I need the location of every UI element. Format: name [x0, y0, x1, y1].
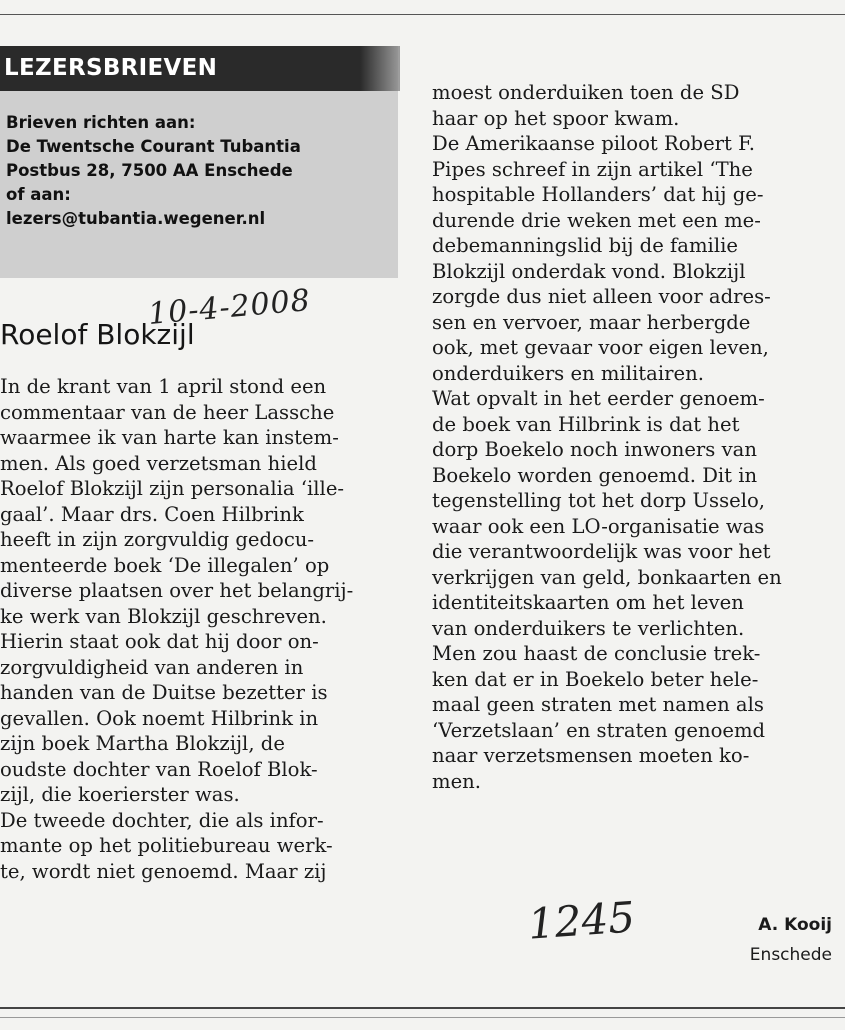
- text-line: Pipes schreef in zijn artikel ‘The: [432, 157, 753, 181]
- text-line: zijn boek Martha Blokzijl, de: [0, 732, 285, 755]
- text-line: men. Als goed verzetsman hield: [0, 451, 317, 475]
- text-line: ook, met gevaar voor eigen leven,: [432, 336, 769, 359]
- text-line: Men zou haast de conclusie trek-: [432, 642, 761, 665]
- text-line: te, wordt niet genoemd. Maar zij: [0, 859, 327, 883]
- text-line: In de krant van 1 april stond een: [0, 375, 327, 398]
- text-line: De tweede dochter, die als infor-: [0, 808, 324, 832]
- info-line: Postbus 28, 7500 AA Enschede: [6, 161, 293, 180]
- text-line: van onderduikers te verlichten.: [432, 616, 745, 640]
- text-line: ke werk van Blokzijl geschreven.: [0, 604, 327, 628]
- text-line: zorgde dus niet alleen voor adres-: [432, 285, 771, 308]
- bottom-rule: [0, 1007, 845, 1009]
- text-line: haar op het spoor kwam.: [432, 106, 680, 130]
- text-line: identiteitskaarten om het leven: [432, 591, 744, 614]
- text-line: Wat opvalt in het eerder genoem-: [432, 387, 765, 410]
- text-line: die verantwoordelijk was voor het: [432, 540, 771, 563]
- left-column: [0, 374, 353, 884]
- text-line: heeft in zijn zorgvuldig gedocu-: [0, 528, 315, 551]
- text-line: naar verzetsmensen moeten ko-: [432, 744, 750, 767]
- text-line: maal geen straten met namen als: [432, 693, 764, 716]
- text-line: Blokzijl onderdak vond. Blokzijl: [432, 259, 746, 283]
- handwritten-date: 10-4-2008: [146, 282, 313, 333]
- text-line: Boekelo worden genoemd. Dit in: [432, 463, 758, 487]
- text-line: ken dat er in Boekelo beter hele-: [432, 667, 759, 691]
- text-line: waar ook een LO-organisatie was: [432, 514, 765, 538]
- text-line: dorp Boekelo noch inwoners van: [432, 438, 757, 461]
- text-line: men.: [432, 769, 482, 793]
- text-line: hospitable Hollanders’ dat hij ge-: [432, 183, 764, 206]
- section-title: LEZERSBRIEVEN: [0, 46, 398, 91]
- text-line: handen van de Duitse bezetter is: [0, 681, 328, 704]
- info-line: De Twentsche Courant Tubantia: [6, 137, 301, 156]
- info-line: of aan:: [6, 185, 71, 204]
- text-line: zijl, die koerierster was.: [0, 783, 240, 806]
- handwritten-number: 1245: [526, 892, 637, 949]
- text-line: menteerde boek ‘De illegalen’ op: [0, 553, 330, 577]
- text-line: de boek van Hilbrink is dat het: [432, 412, 740, 436]
- text-line: gaal’. Maar drs. Coen Hilbrink: [0, 502, 304, 526]
- text-line: zorgvuldigheid van anderen in: [0, 655, 304, 679]
- info-email: lezers@tubantia.wegener.nl: [6, 209, 266, 228]
- text-line: De Amerikaanse piloot Robert F.: [432, 132, 755, 155]
- author-name: A. Kooij: [758, 915, 832, 935]
- text-line: tegenstelling tot het dorp Usselo,: [432, 489, 766, 512]
- text-line: oudste dochter van Roelof Blok-: [0, 757, 318, 781]
- author-city: Enschede: [749, 945, 832, 965]
- text-line: sen en vervoer, maar herbergde: [432, 310, 751, 334]
- address-box: [0, 91, 398, 278]
- right-column: [432, 80, 782, 794]
- text-line: ‘Verzetslaan’ en straten genoemd: [432, 718, 766, 742]
- top-rule: [0, 14, 845, 15]
- text-line: moest onderduiken toen de SD: [432, 81, 740, 104]
- bottom-rule-thin: [0, 1017, 845, 1018]
- text-line: onderduikers en militairen.: [432, 361, 704, 385]
- text-line: waarmee ik van harte kan instem-: [0, 426, 339, 449]
- text-line: Hierin staat ook dat hij door on-: [0, 630, 319, 653]
- text-line: debemanningslid bij de familie: [432, 234, 738, 257]
- text-line: commentaar van de heer Lassche: [0, 400, 335, 424]
- text-line: mante op het politiebureau werk-: [0, 834, 333, 857]
- text-line: verkrijgen van geld, bonkaarten en: [432, 565, 782, 589]
- text-line: gevallen. Ook noemt Hilbrink in: [0, 706, 319, 730]
- text-line: durende drie weken met een me-: [432, 208, 761, 232]
- letter-headline: Roelof Blokzijl: [0, 318, 195, 351]
- text-line: diverse plaatsen over het belangrij-: [0, 579, 354, 602]
- info-line: Brieven richten aan:: [6, 113, 196, 132]
- text-line: Roelof Blokzijl zijn personalia ‘ille-: [0, 477, 345, 500]
